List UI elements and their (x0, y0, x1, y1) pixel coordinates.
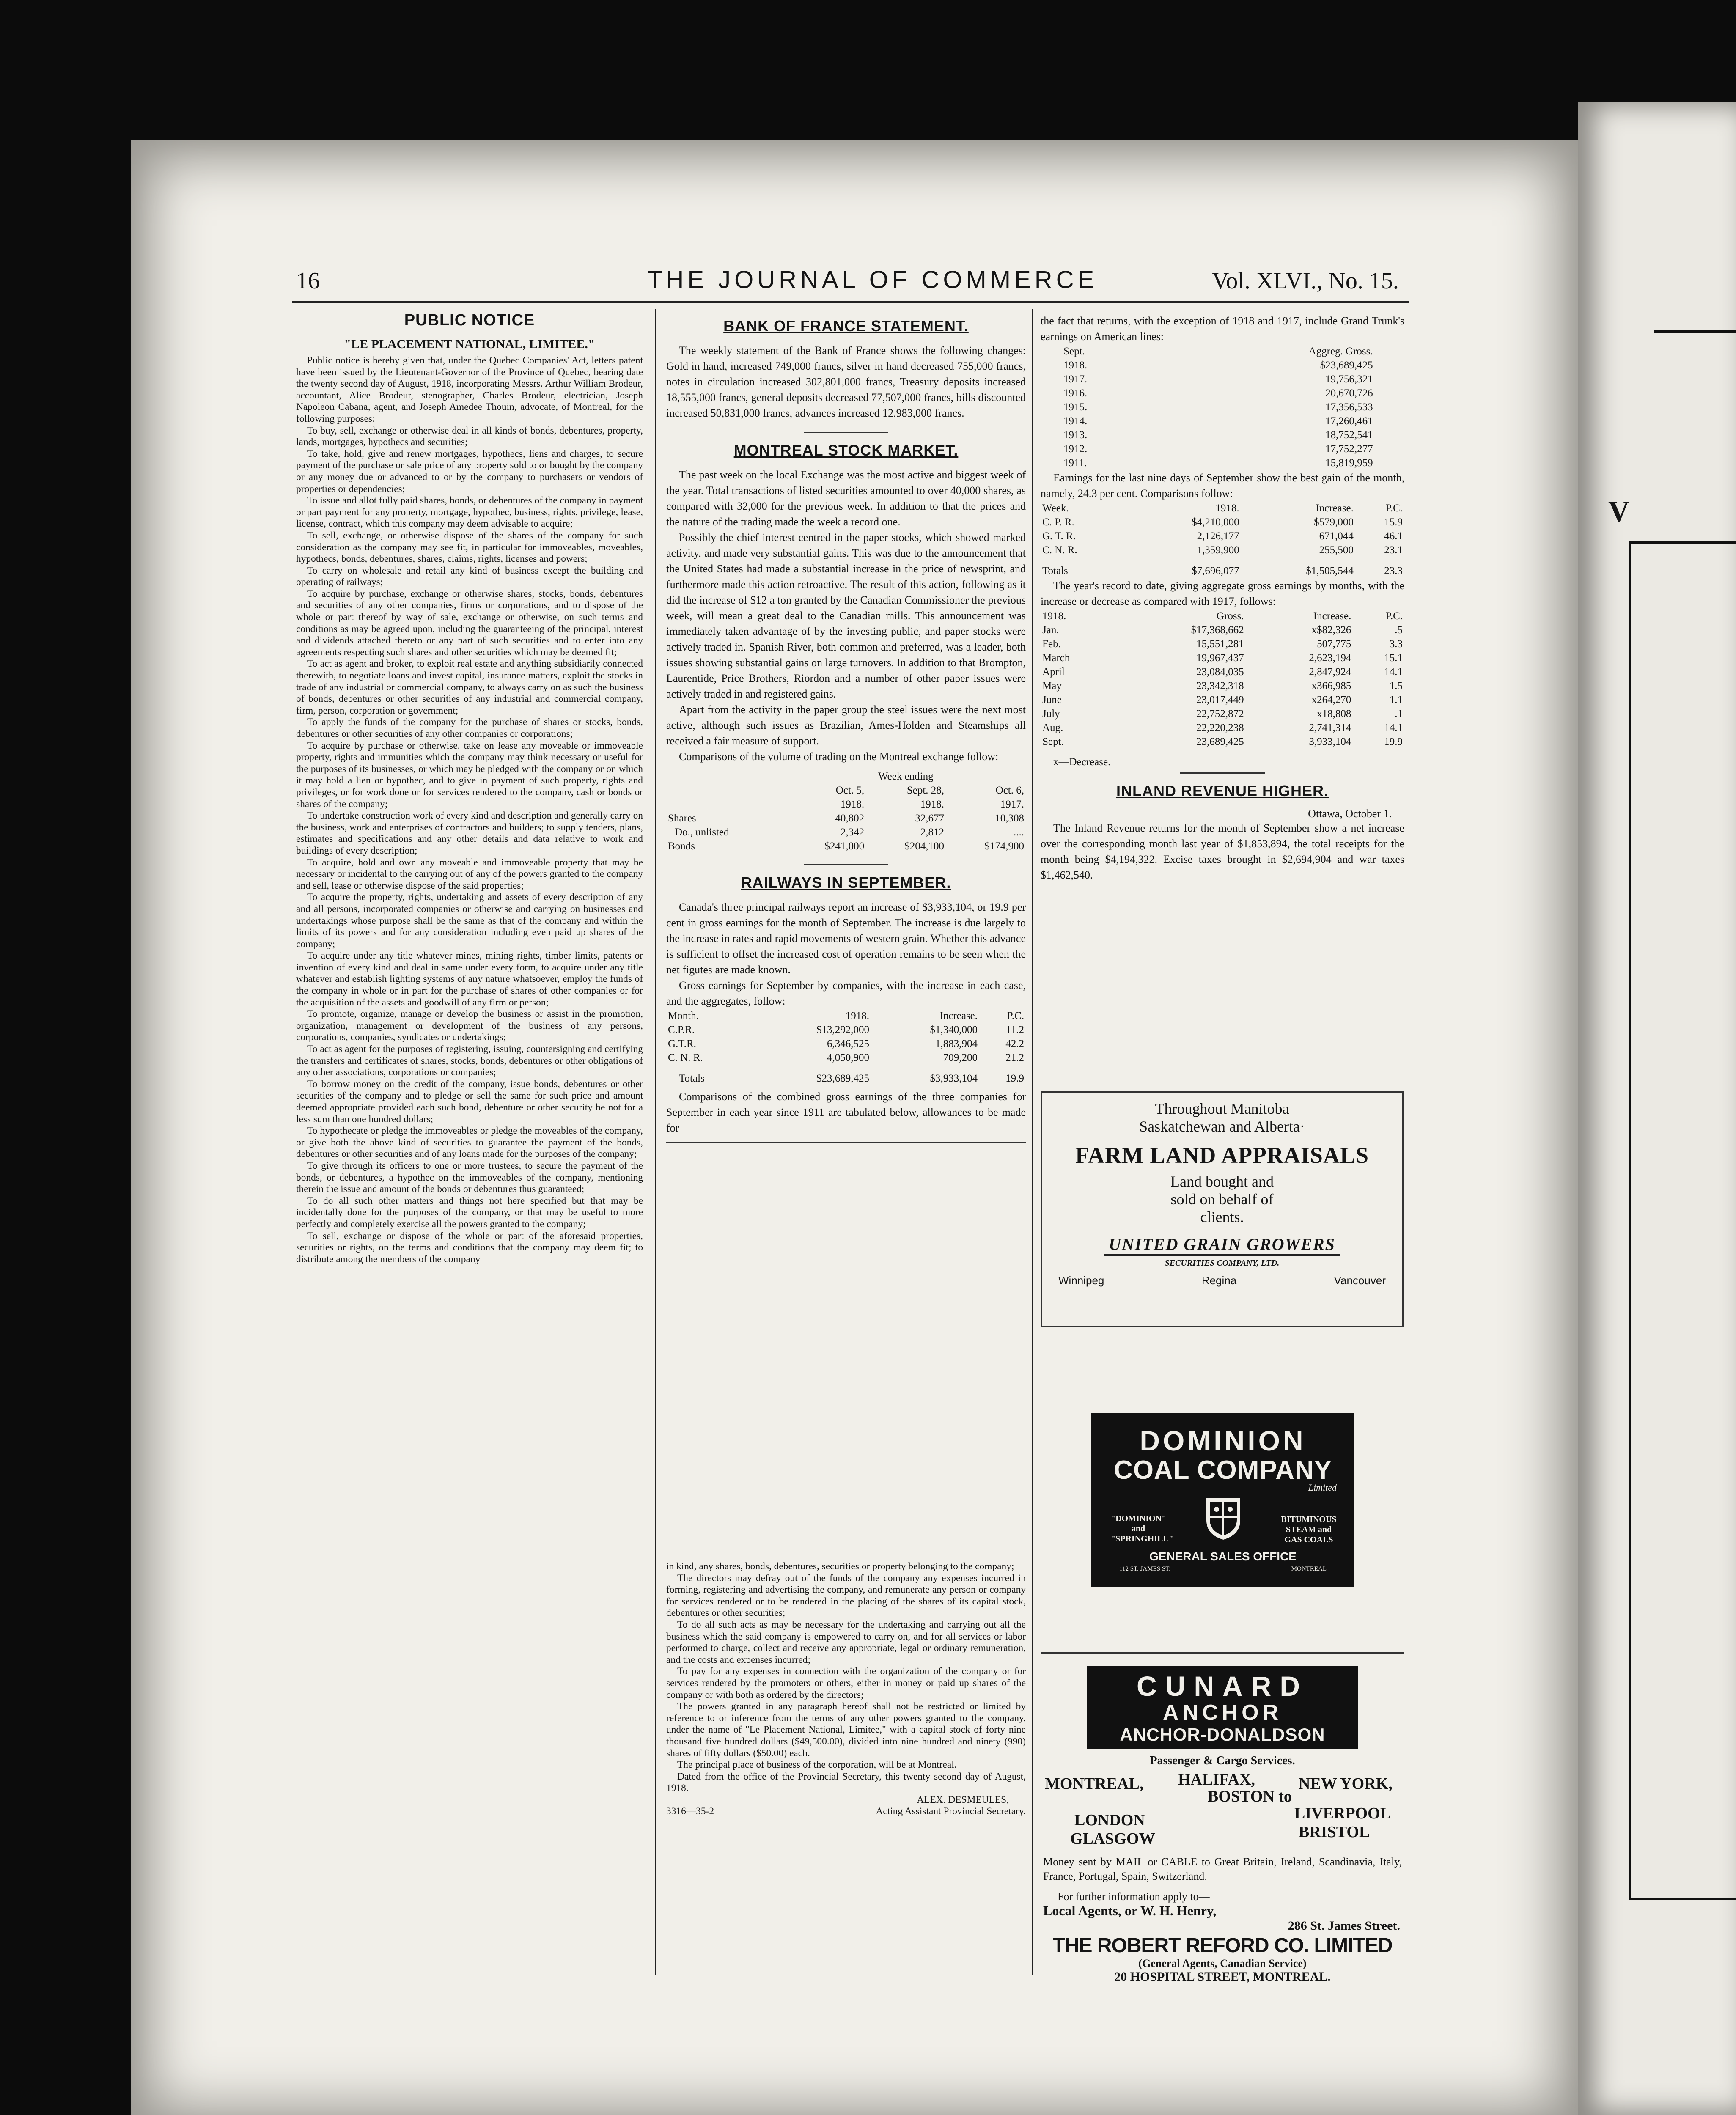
ad-headline: ANCHOR-DONALDSON (1120, 1725, 1325, 1744)
trading-volume-table (666, 769, 1026, 853)
ad-city: MONTREAL (1291, 1566, 1327, 1572)
city: Winnipeg (1058, 1274, 1104, 1287)
city: Vancouver (1334, 1274, 1386, 1287)
notice-signer: ALEX. DESMEULES, (917, 1794, 1009, 1805)
railways-paragraph: Canada's three principal railways report an increase of $3,933,104, or 19.9 per cent in gross earnings for the month of September. The increase is due largely to the increase in rates and rapid movements of western grain. Whether this advance is sufficient to offset the increased cost of operation remains to be seen when the net figutes are made known. (666, 901, 1026, 976)
table-header: Month. (668, 1010, 699, 1022)
port: BRISTOL (1299, 1823, 1370, 1841)
port: HALIFAX, (1178, 1771, 1255, 1788)
farm-land-ad (1041, 1091, 1404, 1327)
inland-revenue-dateline: Ottawa, October 1. (1308, 808, 1392, 820)
table-row: G.T.R. 6,346,525 1,883,904 42.2 (668, 1038, 1024, 1049)
header-rule (292, 301, 1409, 303)
table-row: Jan. $17,368,662 x$82,326 .5 (1042, 624, 1403, 636)
port: LIVERPOOL (1294, 1805, 1391, 1822)
ad-products: BITUMINOUS STEAM and GAS COALS (1281, 1515, 1337, 1544)
ad-headline: CUNARD (1137, 1670, 1308, 1702)
notice-paragraph: To act as agent and broker, to exploit real estate and anything subsidiarily connected therewith, to negotiate loans and invest capital, insurance matters, exploit the stocks in trade of any industrial or commercial company, to always carry on as such the business of bonds, debentures or other securities of any industrial and commercial company, firm, person, corporation or government; (296, 658, 643, 716)
city: Regina (1201, 1274, 1237, 1287)
ad-cities (1042, 1268, 1402, 1287)
notice-paragraph: To acquire by purchase or otherwise, take on lease any moveable or immoveable property, rights and immunities which the company may think necessary or useful for the purposes of its businesses, or which may be pledged with the company or on which it may hold a lien or hypothec, and to give in payment of such property, rights and privileges, or for work done or for services rendered to the company, cash or bonds or shares of the company; (296, 740, 643, 810)
railways-body-cont4 (1041, 578, 1404, 609)
ad-ports (1041, 1770, 1404, 1855)
table-total-row: Totals $7,696,077 $1,505,544 23.3 (1042, 565, 1403, 577)
table-header: Oct. 6, (995, 785, 1024, 796)
table-header: Week. (1042, 503, 1069, 514)
railways-paragraph: Earnings for the last nine days of September show the best gain of the month, namely, 24.3 per cent. Comparisons follow: (1041, 472, 1404, 500)
table-header: Sept. (1063, 346, 1085, 357)
adjacent-page-letter: V (1608, 495, 1630, 528)
ad-address (1119, 1566, 1327, 1573)
table-row: April 23,084,035 2,847,924 14.1 (1042, 666, 1403, 678)
notice-paragraph: To acquire under any title whatever mines, mining rights, timber limits, patents or invention of every kind and deal in same under every form, to acquire under any title whatever and establish lighting systems of any nature whatsoever, employ the funds of the company in whole or in part for the purchase of shares of other companies or for the acquisition of the assets and goodwill of any firm or person; (296, 950, 643, 1008)
notice-paragraph: To promote, organize, manage or develop the business or assist in the promotion, organization, management or development of the business of any persons, corporations, companies, syndicates or undertakings; (296, 1008, 643, 1043)
table-header: Increase. (1313, 610, 1351, 622)
public-notice-body (296, 355, 643, 1265)
table-total-row: Totals $23,689,425 $3,933,104 19.9 (679, 1073, 1024, 1084)
table-row: Shares 40,802 32,677 10,308 (668, 813, 1024, 824)
ad-general-agents: (General Agents, Canadian Service) (1138, 1957, 1307, 1969)
ad-limited: Limited (1308, 1482, 1337, 1493)
column-rule (655, 309, 656, 1975)
monthly-earnings-table (1041, 609, 1404, 749)
notice-continuation (666, 1561, 1026, 1818)
notice-paragraph: To issue and allot fully paid shares, bonds, or debentures of the company in payment or part payment for any property, mortgage, hypothec, business, rights, privilege, lease, license, contract, which this company may deem advisable to acquire; (296, 495, 643, 530)
adjacent-page-rule (1654, 330, 1736, 333)
column-rule (1032, 309, 1033, 1975)
notice-paragraph: The powers granted in any paragraph hereof shall not be restricted or limited by reference to or inference from the terms of any other powers granted to the company, under the name of "Le Placement National, Limitee," with a capital stock of forty nine thousand five hundred dollars ($49,500.00), divided into nine hundred and ninety (990) shares of fifty dollars ($50.00) each. (666, 1701, 1026, 1759)
table-row: 1914. 17,260,461 (1063, 415, 1373, 427)
table-row: G. T. R. 2,126,177 671,044 46.1 (1042, 530, 1403, 542)
ad-company: THE ROBERT REFORD CO. LIMITED (1052, 1934, 1393, 1957)
table-row: Bonds $241,000 $204,100 $174,900 (668, 841, 1024, 852)
notice-paragraph: To give through its officers to one or more trustees, to secure the payment of the bonds, or debentures, a hypothec on the immoveables of the company, mentioning therein the issue and amount of the bonds or debentures thus guaranteed; (296, 1160, 643, 1195)
ad-brands: "DOMINION" and "SPRINGHILL" (1111, 1514, 1173, 1544)
table-row: C. N. R. 4,050,900 709,200 21.2 (668, 1052, 1024, 1063)
table-row: 1913. 18,752,541 (1063, 429, 1373, 441)
cunard-ad (1041, 1652, 1404, 2030)
cunard-banner (1087, 1666, 1358, 1749)
table-row: 1916. 20,670,726 (1063, 387, 1373, 399)
table-row: May 23,342,318 x366,985 1.5 (1042, 680, 1403, 692)
ad-services: Passenger & Cargo Services. (1150, 1754, 1295, 1767)
bank-of-france-text: The weekly statement of the Bank of France shows the following changes: Gold in hand, increased 749,000 francs, silver in hand decreased 755,000 francs, notes in circulation increased 302,801,000 francs, Treasury deposits increased 18,555,000 francs, general deposits decreased 77,507,000 francs, bills discounted increased 50,831,000 francs, advances increased 12,983,000 francs. (666, 344, 1026, 419)
table-row: 1917. 19,756,321 (1063, 374, 1373, 385)
table-header: Oct. 5, (835, 785, 865, 796)
notice-paragraph: Dated from the office of the Provincial Secretary, this twenty second day of August, 1918. (666, 1771, 1026, 1794)
volume-number: Vol. XLVI., No. 15. (1212, 268, 1399, 294)
bank-of-france-body (666, 343, 1026, 421)
montreal-stock-heading: MONTREAL STOCK MARKET. (733, 442, 959, 459)
ad-agents: Local Agents, or W. H. Henry, (1043, 1903, 1217, 1918)
notice-paragraph: To carry on wholesale and retail any kind of business except the building and operating of railways; (296, 565, 643, 588)
stock-paragraph: Possibly the chief interest centred in the paper stocks, which showed marked activity, and made very substantial gains. This was due to the announcement that the United States had made a substantial increase in the price of newsprint, and furthermore made this action retroactive. The result of this action, following as it did the increase of $12 a ton granted by the Canadian Commissioner the previous week, will mean a great deal to the Canadian mills. This announcement was immediately taken advantage of by the investing public, and paper stocks were actively traded in. Spanish River, both common and preferred, was a leader, both issues showing substantial gains on large turnovers. In addition to that Brompton, Laurentide, Price Brothers, Riordon and a number of other paper issues were actively traded in and registered gains. (666, 531, 1026, 700)
table-header: 1918. (840, 799, 865, 810)
adjacent-page-box (1629, 541, 1736, 1900)
ad-line: Land bought and (1170, 1173, 1274, 1190)
table-header: Aggreg. Gross. (1308, 346, 1373, 357)
table-header: Gross. (1217, 610, 1244, 622)
port: LONDON (1074, 1811, 1145, 1829)
section-rule (1180, 772, 1265, 774)
notice-paragraph: To act as agent for the purposes of registering, issuing, countersigning and certifying the transfers and certificates of shares, stocks, bonds, debentures or other obligations of any other associations, corporations or companies; (296, 1044, 643, 1078)
table-row: 1911. 15,819,959 (1063, 457, 1373, 469)
dominion-coal-ad (1091, 1413, 1354, 1587)
notice-paragraph: To do all such acts as may be necessary for the undertaking and carrying out all the business which the said company is empowered to carry on, and for all services or labor performed to charge, collect and receive any appropriate, legal or ordinary remuneration, and the costs and expenses incurred; (666, 1619, 1026, 1665)
coat-of-arms-icon (1205, 1496, 1242, 1541)
ad-headline: DOMINION (1140, 1425, 1306, 1456)
section-rule (804, 864, 888, 865)
ad-office: GENERAL SALES OFFICE (1149, 1550, 1297, 1563)
railways-body-cont (666, 1089, 1026, 1136)
united-grain-growers-logo: UNITED GRAIN GROWERS (1104, 1234, 1340, 1256)
table-row: March 19,967,437 2,623,194 15.1 (1042, 652, 1403, 664)
table-row: 1912. 17,752,277 (1063, 443, 1373, 455)
ad-headline: FARM LAND APPRAISALS (1075, 1143, 1369, 1168)
table-row: 1915. 17,356,533 (1063, 401, 1373, 413)
stock-paragraph: The past week on the local Exchange was the most active and biggest week of the year. Total transactions of listed securities amounted to over 40,000 shares, as compared with 32,000 for the previous week. In addition to that the prices and the nature of the trading made the week a record one. (666, 469, 1026, 528)
notice-paragraph: To acquire by purchase, exchange or otherwise shares, stocks, bonds, debentures and securities of any other companies, firms or corporations, and to dispose of the whole or part thereof by way of sale, exchange or otherwise, on such terms and conditions as may be agreed upon, including the guaranteeing of the principal, interest and dividends attached thereto or any part of such securities and to enter into any agreements respecting such shares and other securities which may be deemed fit; (296, 588, 643, 658)
port: NEW YORK, (1299, 1775, 1393, 1793)
ad-line: sold on behalf of (1170, 1191, 1274, 1208)
ad-headline: COAL COMPANY (1113, 1456, 1332, 1485)
center-column (666, 313, 1026, 1149)
table-header: P.C. (1385, 610, 1403, 622)
notice-paragraph: To acquire, hold and own any moveable and immoveable property that may be necessary or incidental to the carrying out of any of the powers granted to the company and sell, lease or otherwise dispose of the said properties; (296, 857, 643, 891)
public-notice-subheading: "LE PLACEMENT NATIONAL, LIMITEE." (344, 337, 595, 351)
port: GLASGOW (1070, 1830, 1155, 1848)
table-row: Aug. 22,220,238 2,741,314 14.1 (1042, 722, 1403, 733)
table-header: Increase. (1316, 503, 1354, 514)
table-row: C.P.R. $13,292,000 $1,340,000 11.2 (668, 1024, 1024, 1036)
notice-paragraph: To acquire the property, rights, undertaking and assets of every description of any and all persons, incorporated companies or otherwise and carrying on businesses and undertakings whose purpose shall be the same as that of the company and within the limits of its powers and for any consideration including even paid up shares of the company; (296, 892, 643, 950)
ad-line: Saskatchewan and Alberta· (1139, 1118, 1305, 1135)
ad-address: 20 HOSPITAL STREET, MONTREAL. (1114, 1970, 1331, 1984)
table-header: Increase. (939, 1010, 978, 1022)
logo-subtitle: SECURITIES COMPANY, LTD. (1165, 1258, 1280, 1268)
notice-paragraph: To undertake construction work of every kind and description and generally carry on the business, work and enterprises of contractors and builders; to supply tenders, plans, estimates and specifications and any other details and data relative to work and buildings of every description; (296, 810, 643, 856)
notice-signer-title: Acting Assistant Provincial Secretary. (876, 1806, 1026, 1817)
table-header: 1918. (1042, 610, 1066, 622)
railways-paragraph: The year's record to date, giving aggregate gross earnings by months, with the increase or decrease as compared with 1917, follows: (1041, 580, 1404, 607)
notice-paragraph: To do all such other matters and things not here specified but that may be incidentally done for the purposes of the company, or that may be useful to more perfectly and completely exercise all the powers granted to the company; (296, 1195, 643, 1230)
railways-paragraph: the fact that returns, with the exception of 1918 and 1917, include Grand Trunk's earnings on American lines: (1041, 315, 1404, 343)
table-row: C. N. R. 1,359,900 255,500 23.1 (1042, 544, 1403, 556)
notice-paragraph: To take, hold, give and renew mortgages, hypothecs, liens and charges, to secure payment of the purchase or sale price of any property sold to or bought by the company or any money due or advanced to or by the company to purchasers or vendors of properties or dependencies; (296, 448, 643, 494)
montreal-stock-body (666, 467, 1026, 764)
notice-paragraph: Public notice is hereby given that, under the Quebec Companies' Act, letters patent have been issued by the Lieutenant-Governor of the Province of Quebec, bearing date the twenty second day of August, 1918, incorporating Messrs. Arthur William Brodeur, accountant, Alice Brodeur, stenographer, Charles Brodeur, electrician, Joseph Napoleon Cabana, agent, and Joseph Amedee Thouin, advocate, of Montreal, for the following purposes: (296, 355, 643, 424)
right-column (1041, 313, 1404, 883)
table-row: June 23,017,449 x264,270 1.1 (1042, 694, 1403, 706)
weekly-earnings-table (1041, 501, 1404, 578)
inland-revenue-text: The Inland Revenue returns for the month of September show a net increase over the corresponding month last year of $1,853,894, the total receipts for the month being $4,194,322. Excise taxes brought in $2,694,904 and war taxes $1,462,540. (1041, 822, 1404, 881)
ad-street: 286 St. James Street. (1288, 1919, 1400, 1933)
notice-paragraph: To pay for any expenses in connection with the organization of the company or for services rendered by the promoters or others, either in money or paid up shares of the company or with both as ordered by the directors; (666, 1666, 1026, 1700)
railways-heading: RAILWAYS IN SEPTEMBER. (741, 874, 951, 891)
ad-money-transfer: Money sent by MAIL or CABLE to Great Britain, Ireland, Scandinavia, Italy, France, Portugal, Spain, Switzerland. (1043, 1856, 1402, 1882)
ad-line: clients. (1200, 1209, 1244, 1225)
railways-body-cont2 (1041, 313, 1404, 344)
inland-revenue-heading: INLAND REVENUE HIGHER. (1116, 782, 1329, 799)
table-header: 1918. (1215, 503, 1239, 514)
railway-earnings-table (666, 1009, 1026, 1085)
stock-paragraph: Comparisons of the volume of trading on the Montreal exchange follow: (679, 750, 999, 763)
public-notice-column (296, 309, 643, 1265)
table-row: C. P. R. $4,210,000 $579,000 15.9 (1042, 516, 1403, 528)
table-header: 1918. (920, 799, 945, 810)
table-header: P.C. (1007, 1010, 1024, 1022)
section-rule (804, 432, 888, 433)
stock-paragraph: Apart from the activity in the paper group the steel issues were the next most active, although such issues as Brazilian, Ames-Holden and Steamships all received a fair measure of support. (666, 703, 1026, 747)
notice-paragraph: The principal place of business of the corporation, will be at Montreal. (677, 1759, 957, 1771)
aggregate-gross-table (1062, 344, 1375, 470)
table-header: Sept. 28, (906, 785, 945, 796)
notice-paragraph: To hypothecate or pledge the immoveables or pledge the moveables of the company, or give both the above kind of securities to guarantee the payment of the bonds, debentures or other securities and of any loans made for the purposes of the company; (296, 1125, 643, 1160)
notice-paragraph: To borrow money on the credit of the company, issue bonds, debentures or other securities of the company and to pledge or sell the same for such price and amount deemed appropriate provided each such bond, debenture or other security be not for a less sum than one hundred dollars; (296, 1078, 643, 1125)
notice-footer (666, 1806, 1026, 1818)
ad-street: 112 ST. JAMES ST. (1119, 1566, 1170, 1572)
notice-paragraph: To sell, exchange or dispose of the whole or part of the aforesaid properties, securities or rights, on the terms and conditions that the company may deem fit; to distribute among the members of the company (296, 1230, 643, 1265)
public-notice-heading: PUBLIC NOTICE (404, 311, 535, 329)
table-row: July 22,752,872 x18,808 .1 (1042, 708, 1403, 720)
ad-headline: ANCHOR (1162, 1700, 1283, 1725)
notice-paragraph: To sell, exchange, or otherwise dispose of the shares of the company for such consideration as the company may see fit, in particular for immoveables, moveables, hypothecs, bonds, debentures, shares, claims, rights, licenses and powers; (296, 530, 643, 565)
bank-of-france-heading: BANK OF FRANCE STATEMENT. (723, 317, 969, 335)
notice-ref: 3316—35-2 (666, 1806, 714, 1817)
notice-paragraph: The directors may defray out of the funds of the company any expenses incurred in forming, registering and advertising the company, and remunerate any person or company for services rendered or to be rendered in the placing of the shares of its capital stock, debentures or other securities; (666, 1572, 1026, 1619)
table-row: 1918. $23,689,425 (1063, 360, 1373, 371)
notice-paragraph: To buy, sell, exchange or otherwise deal in all kinds of bonds, debentures, property, lands, mortgages, hypothecs and securities; (296, 425, 643, 448)
railways-body (666, 899, 1026, 1009)
page-number: 16 (296, 268, 320, 294)
table-header: 1917. (1000, 799, 1024, 810)
table-row: Do., unlisted 2,342 2,812 .... (675, 827, 1024, 838)
ad-line: Throughout Manitoba (1155, 1100, 1289, 1117)
port: MONTREAL, (1045, 1775, 1144, 1793)
adjacent-page-fragment (1578, 102, 1736, 2115)
decrease-footnote: x—Decrease. (1053, 756, 1111, 768)
notice-paragraph: in kind, any shares, bonds, debentures, securities or property belonging to the company; (666, 1561, 1014, 1572)
section-rule (666, 1142, 1026, 1143)
masthead: THE JOURNAL OF COMMERCE (647, 266, 1098, 294)
inland-revenue-body (1041, 820, 1404, 883)
table-header: 1918. (845, 1010, 869, 1022)
railways-body-cont3 (1041, 470, 1404, 501)
notice-paragraph: To apply the funds of the company for the purchase of shares or stocks, bonds, debentures or other securities of any other companies or corporations; (296, 717, 643, 739)
railways-paragraph: Gross earnings for September by companies, with the increase in each case, and the aggregates, follow: (666, 979, 1026, 1007)
port: BOSTON to (1208, 1788, 1292, 1805)
table-group-header: —— Week ending —— (854, 771, 957, 782)
table-row: Feb. 15,551,281 507,775 3.3 (1042, 638, 1403, 650)
table-header: P.C. (1385, 503, 1403, 514)
railways-paragraph: Comparisons of the combined gross earnings of the three companies for September in each year since 1911 are tabulated below, allowances to be made for (666, 1090, 1026, 1134)
ad-info: For further information apply to— (1058, 1890, 1210, 1903)
table-row: Sept. 23,689,425 3,933,104 19.9 (1042, 736, 1403, 747)
